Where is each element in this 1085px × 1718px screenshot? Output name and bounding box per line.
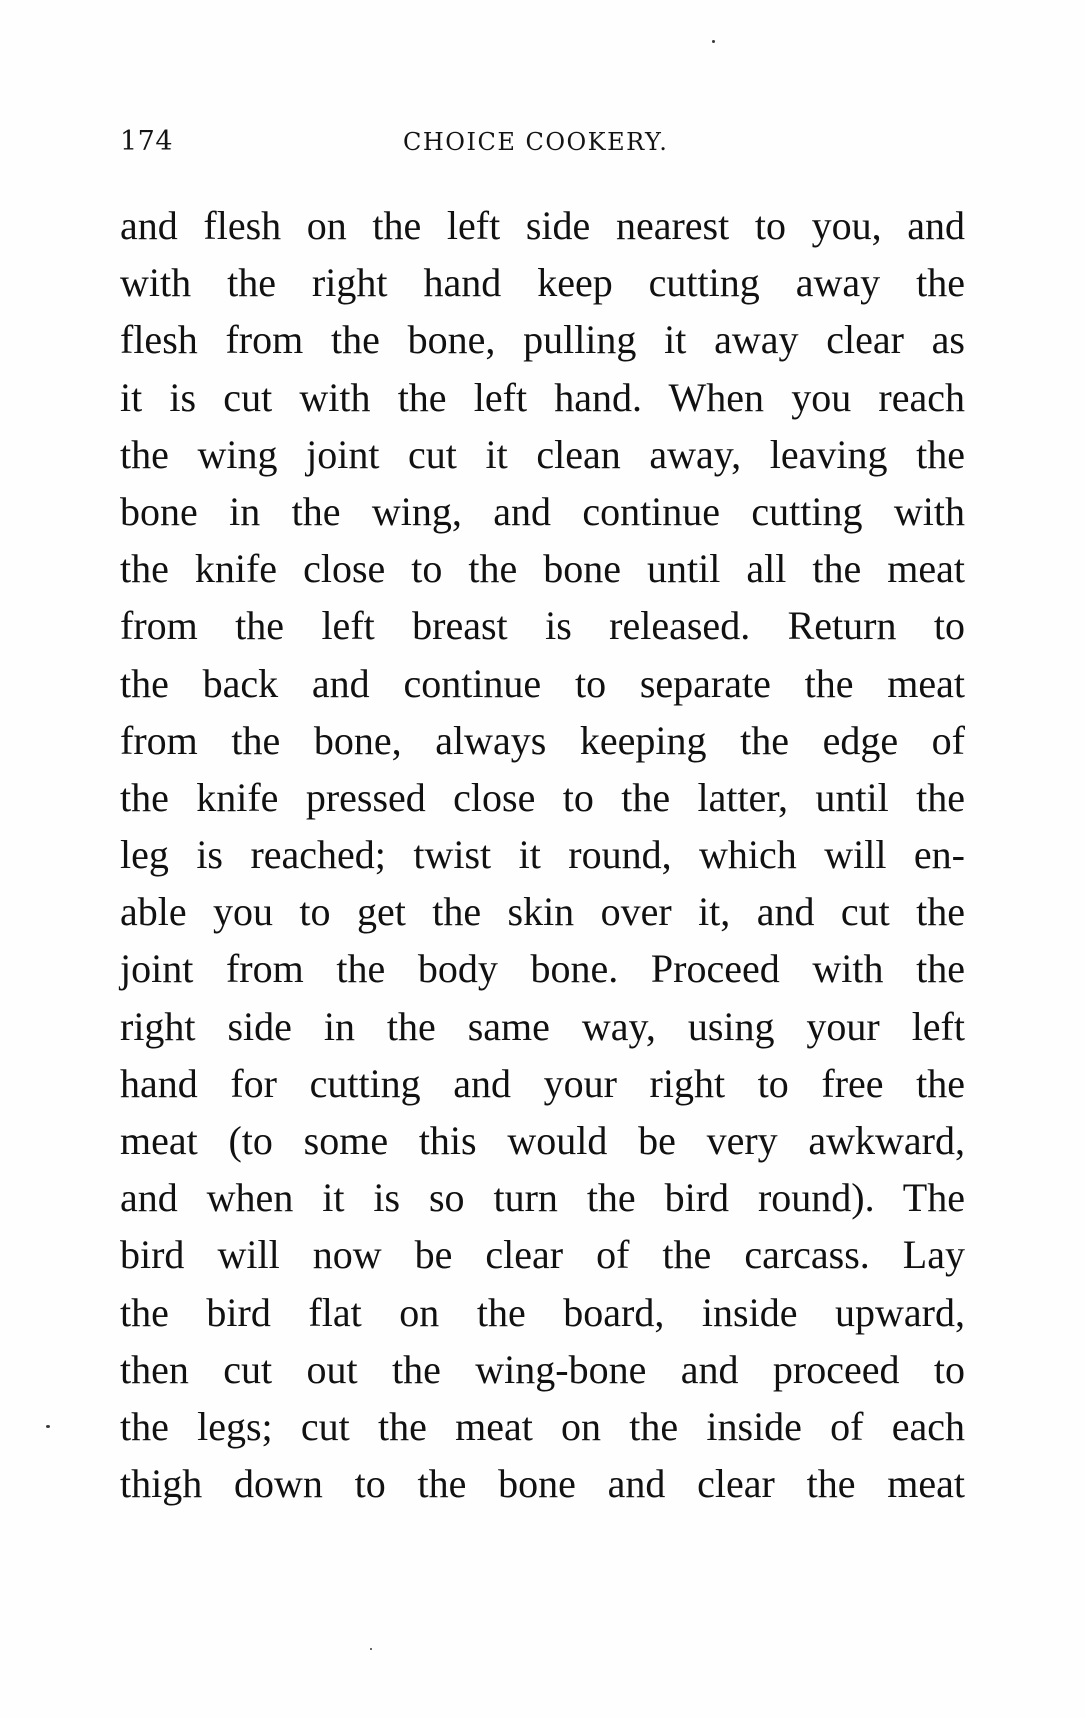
text-line: thigh down to the bone and clear the meat — [120, 1461, 965, 1507]
scan-speck — [712, 40, 715, 43]
text-line: leg is reached; twist it round, which will en- — [120, 832, 965, 878]
text-line: it is cut with the left hand. When you reach — [120, 374, 965, 420]
text-line: the legs; cut the meat on the inside of each — [120, 1403, 965, 1449]
text-line: flesh from the bone, pulling it away clear as — [120, 317, 965, 363]
text-line: hand for cutting and your right to free the — [120, 1060, 965, 1106]
running-head — [120, 126, 965, 166]
text-line: right side in the same way, using your left — [120, 1003, 965, 1049]
text-line: with the right hand keep cutting away the — [120, 260, 965, 306]
text-line: bird will now be clear of the carcass. Lay — [120, 1232, 965, 1278]
text-line: bone in the wing, and continue cutting with — [120, 488, 965, 534]
text-line: able you to get the skin over it, and cut the — [120, 889, 965, 935]
scan-speck — [370, 1648, 372, 1650]
text-line: meat (to some this would be very awkward, — [120, 1118, 965, 1163]
text-line: joint from the body bone. Proceed with the — [120, 946, 965, 992]
text-line: the back and continue to separate the meat — [120, 660, 965, 706]
page-number: 174 — [120, 126, 174, 157]
text-line: then cut out the wing-bone and proceed to — [120, 1346, 965, 1392]
text-line: and flesh on the left side nearest to you, and — [120, 203, 965, 248]
text-line: the knife pressed close to the latter, until the — [120, 774, 965, 820]
text-line: from the left breast is released. Return to — [120, 603, 965, 649]
text-line: the knife close to the bone until all the meat — [120, 546, 965, 592]
text-line: the bird flat on the board, inside upward, — [120, 1289, 965, 1335]
running-title: CHOICE COOKERY. — [403, 128, 669, 156]
text-line: and when it is so turn the bird round). The — [120, 1175, 965, 1221]
text-line: the wing joint cut it clean away, leaving the — [120, 431, 965, 477]
text-line: from the bone, always keeping the edge of — [120, 717, 965, 763]
scan-speck — [46, 1425, 50, 1428]
body-paragraph — [120, 197, 965, 1512]
